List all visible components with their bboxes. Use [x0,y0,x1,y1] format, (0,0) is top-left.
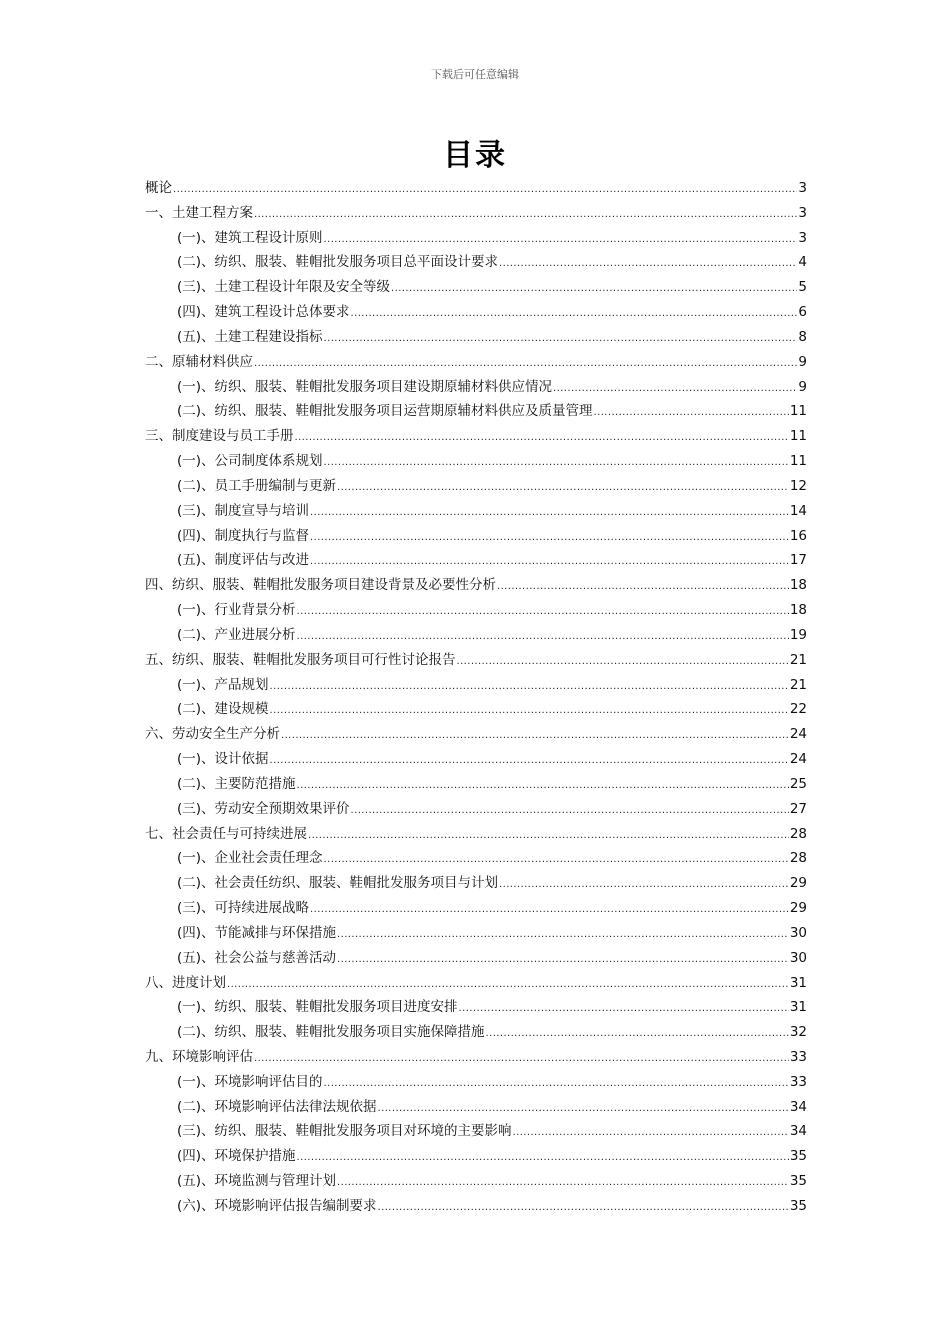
toc-entry-title: (三)、可持续进展战略 [177,900,310,917]
toc-entry-page: 31 [789,999,807,1016]
toc-leader-dots [324,451,789,476]
toc-entry[interactable] [145,846,807,871]
toc-entry-title: (一)、建筑工程设计原则 [177,229,323,246]
toc-entry-title: (四)、节能减排与环保措施 [177,924,337,941]
toc-entry-page: 24 [789,726,807,743]
toc-entry-page: 27 [789,800,807,817]
toc-leader-dots [254,1047,789,1072]
toc-entry-title: (二)、纺织、服装、鞋帽批发服务项目实施保障措施 [177,1024,485,1041]
toc-entry-title: (一)、纺织、服装、鞋帽批发服务项目建设期原辅材料供应情况 [177,378,553,395]
toc-entry-page: 33 [789,1073,807,1090]
toc-entry-title: (一)、公司制度体系规划 [177,453,323,470]
toc-entry[interactable] [145,971,807,996]
toc-entry-title: (三)、土建工程设计年限及安全等级 [177,279,391,296]
page-title: 目录 [443,138,507,173]
toc-entry[interactable] [145,797,807,822]
toc-entry[interactable] [145,250,807,275]
toc-entry[interactable] [145,226,807,251]
toc-entry-title: (一)、产品规划 [177,676,269,693]
toc-entry[interactable] [145,995,807,1020]
toc-entry-title: (四)、建筑工程设计总体要求 [177,304,350,321]
toc-entry[interactable] [145,896,807,921]
toc-entry-page: 18 [789,577,807,594]
toc-entry[interactable] [145,573,807,598]
toc-leader-dots [297,600,789,625]
toc-leader-dots [499,873,789,898]
toc-entry-title: (二)、建设规模 [177,701,269,718]
toc-entry-page: 11 [789,403,807,420]
toc-entry-title: (四)、制度执行与监督 [177,527,310,544]
toc-entry[interactable] [145,1169,807,1194]
toc-entry[interactable] [145,1119,807,1144]
toc-entry-page: 18 [789,602,807,619]
toc-entry-page: 32 [789,1024,807,1041]
toc-leader-dots [499,252,797,277]
toc-entry-page: 30 [789,924,807,941]
table-of-contents [145,176,807,1219]
toc-entry-title: (二)、社会责任纺织、服装、鞋帽批发服务项目与计划 [177,875,499,892]
toc-entry-page: 4 [798,254,807,271]
toc-entry[interactable] [145,1020,807,1045]
toc-entry[interactable] [145,375,807,400]
toc-entry-page: 11 [789,453,807,470]
toc-entry[interactable] [145,772,807,797]
toc-entry[interactable] [145,499,807,524]
toc-leader-dots [297,625,789,650]
toc-entry[interactable] [145,1095,807,1120]
toc-entry-title: (二)、产业进展分析 [177,626,296,643]
toc-entry[interactable] [145,399,807,424]
toc-leader-dots [281,724,789,749]
toc-entry-title: (二)、员工手册编制与更新 [177,477,337,494]
toc-leader-dots [310,550,789,575]
toc-entry-page: 35 [789,1173,807,1190]
toc-entry[interactable] [145,524,807,549]
toc-entry-page: 33 [789,1048,807,1065]
toc-entry-page: 11 [789,428,807,445]
toc-leader-dots [337,1171,789,1196]
toc-entry[interactable] [145,474,807,499]
toc-entry-title: 七、社会责任与可持续进展 [145,825,307,842]
toc-leader-dots [310,501,789,526]
toc-entry-page: 30 [789,949,807,966]
toc-entry-page: 35 [789,1148,807,1165]
toc-entry-title: 概论 [145,180,172,196]
toc-entry[interactable] [145,201,807,226]
toc-entry-title: (二)、环境影响评估法律法规依据 [177,1098,377,1115]
toc-entry[interactable] [145,275,807,300]
toc-entry-title: 九、环境影响评估 [145,1048,253,1065]
toc-entry-title: (四)、环境保护措施 [177,1148,296,1165]
toc-entry[interactable] [145,722,807,747]
toc-leader-dots [513,1121,789,1146]
toc-entry-page: 16 [789,527,807,544]
toc-entry-page: 34 [789,1123,807,1140]
toc-leader-dots [308,824,789,849]
toc-entry-page: 14 [789,502,807,519]
toc-entry-title: 一、土建工程方案 [145,204,253,221]
page-header-note: 下载后可任意编辑 [431,68,519,81]
toc-leader-dots [337,476,789,501]
toc-leader-dots [337,923,789,948]
toc-leader-dots [173,178,797,203]
toc-entry-title: (五)、土建工程建设指标 [177,328,323,345]
toc-leader-dots [324,327,798,352]
toc-entry-page: 22 [789,701,807,718]
toc-leader-dots [324,848,789,873]
toc-entry-page: 5 [798,279,807,296]
toc-entry-page: 9 [798,378,807,395]
toc-entry-page: 12 [789,477,807,494]
toc-entry[interactable] [145,1045,807,1070]
toc-entry[interactable] [145,921,807,946]
toc-entry-page: 34 [789,1098,807,1115]
toc-leader-dots [270,749,789,774]
toc-leader-dots [310,526,789,551]
toc-entry-page: 35 [789,1197,807,1214]
toc-entry[interactable] [145,1194,807,1219]
toc-entry-page: 29 [789,900,807,917]
toc-entry-title: 四、纺织、服装、鞋帽批发服务项目建设背景及必要性分析 [145,577,496,594]
toc-leader-dots [297,774,789,799]
toc-entry[interactable] [145,946,807,971]
toc-entry[interactable] [145,176,807,201]
toc-entry-title: (五)、社会公益与慈善活动 [177,949,337,966]
toc-leader-dots [594,401,789,426]
toc-leader-dots [227,973,789,998]
toc-leader-dots [254,203,797,228]
toc-entry[interactable] [145,697,807,722]
toc-entry-title: 三、制度建设与员工手册 [145,428,294,445]
toc-entry-title: (一)、企业社会责任理念 [177,850,323,867]
toc-entry[interactable] [145,623,807,648]
toc-entry-page: 28 [789,825,807,842]
toc-entry-page: 21 [789,676,807,693]
toc-entry-title: 二、原辅材料供应 [145,353,253,370]
toc-entry-page: 3 [798,204,807,221]
toc-entry[interactable] [145,747,807,772]
toc-leader-dots [553,377,797,402]
toc-entry-title: (三)、制度宣导与培训 [177,502,310,519]
toc-entry-page: 28 [789,850,807,867]
toc-leader-dots [457,650,789,675]
toc-entry[interactable] [145,424,807,449]
toc-entry-page: 3 [798,180,807,196]
toc-entry-page: 17 [789,552,807,569]
toc-entry-title: (二)、纺织、服装、鞋帽批发服务项目总平面设计要求 [177,254,499,271]
toc-entry-title: (六)、环境影响评估报告编制要求 [177,1197,377,1214]
toc-entry-title: (一)、设计依据 [177,751,269,768]
toc-entry-title: (一)、纺织、服装、鞋帽批发服务项目进度安排 [177,999,458,1016]
toc-entry-title: (二)、纺织、服装、鞋帽批发服务项目运营期原辅材料供应及质量管理 [177,403,593,420]
toc-entry[interactable] [145,325,807,350]
toc-entry[interactable] [145,598,807,623]
toc-entry-title: (一)、环境影响评估目的 [177,1073,323,1090]
toc-leader-dots [391,277,797,302]
toc-entry-title: (三)、纺织、服装、鞋帽批发服务项目对环境的主要影响 [177,1123,512,1140]
toc-entry[interactable] [145,300,807,325]
toc-leader-dots [310,898,789,923]
toc-entry-page: 3 [798,229,807,246]
toc-entry[interactable] [145,350,807,375]
toc-leader-dots [337,948,789,973]
toc-leader-dots [351,302,798,327]
toc-entry-page: 19 [789,626,807,643]
toc-entry-page: 31 [789,974,807,991]
toc-entry[interactable] [145,1144,807,1169]
toc-entry-title: 八、进度计划 [145,974,226,991]
toc-entry-title: (五)、环境监测与管理计划 [177,1173,337,1190]
toc-leader-dots [378,1196,789,1221]
toc-leader-dots [270,699,789,724]
toc-entry-title: (三)、劳动安全预期效果评价 [177,800,350,817]
toc-entry[interactable] [145,449,807,474]
toc-entry-page: 6 [798,304,807,321]
toc-leader-dots [459,997,789,1022]
toc-entry-page: 29 [789,875,807,892]
toc-entry[interactable] [145,1070,807,1095]
toc-leader-dots [254,352,797,377]
toc-entry-page: 25 [789,775,807,792]
toc-entry[interactable] [145,673,807,698]
toc-entry[interactable] [145,548,807,573]
toc-entry-page: 21 [789,651,807,668]
toc-leader-dots [497,575,789,600]
toc-leader-dots [486,1022,789,1047]
toc-entry[interactable] [145,871,807,896]
toc-entry-title: 五、纺织、服装、鞋帽批发服务项目可行性讨论报告 [145,651,456,668]
toc-entry-page: 8 [798,328,807,345]
toc-leader-dots [297,1146,789,1171]
toc-leader-dots [324,1072,789,1097]
toc-entry[interactable] [145,648,807,673]
toc-entry-page: 24 [789,751,807,768]
toc-leader-dots [351,799,789,824]
toc-entry[interactable] [145,822,807,847]
toc-entry-title: (一)、行业背景分析 [177,602,296,619]
toc-entry-title: (五)、制度评估与改进 [177,552,310,569]
toc-leader-dots [324,228,798,253]
toc-entry-title: (二)、主要防范措施 [177,775,296,792]
toc-entry-page: 9 [798,353,807,370]
toc-entry-title: 六、劳动安全生产分析 [145,726,280,743]
toc-leader-dots [378,1097,789,1122]
toc-leader-dots [270,675,789,700]
toc-leader-dots [295,426,789,451]
